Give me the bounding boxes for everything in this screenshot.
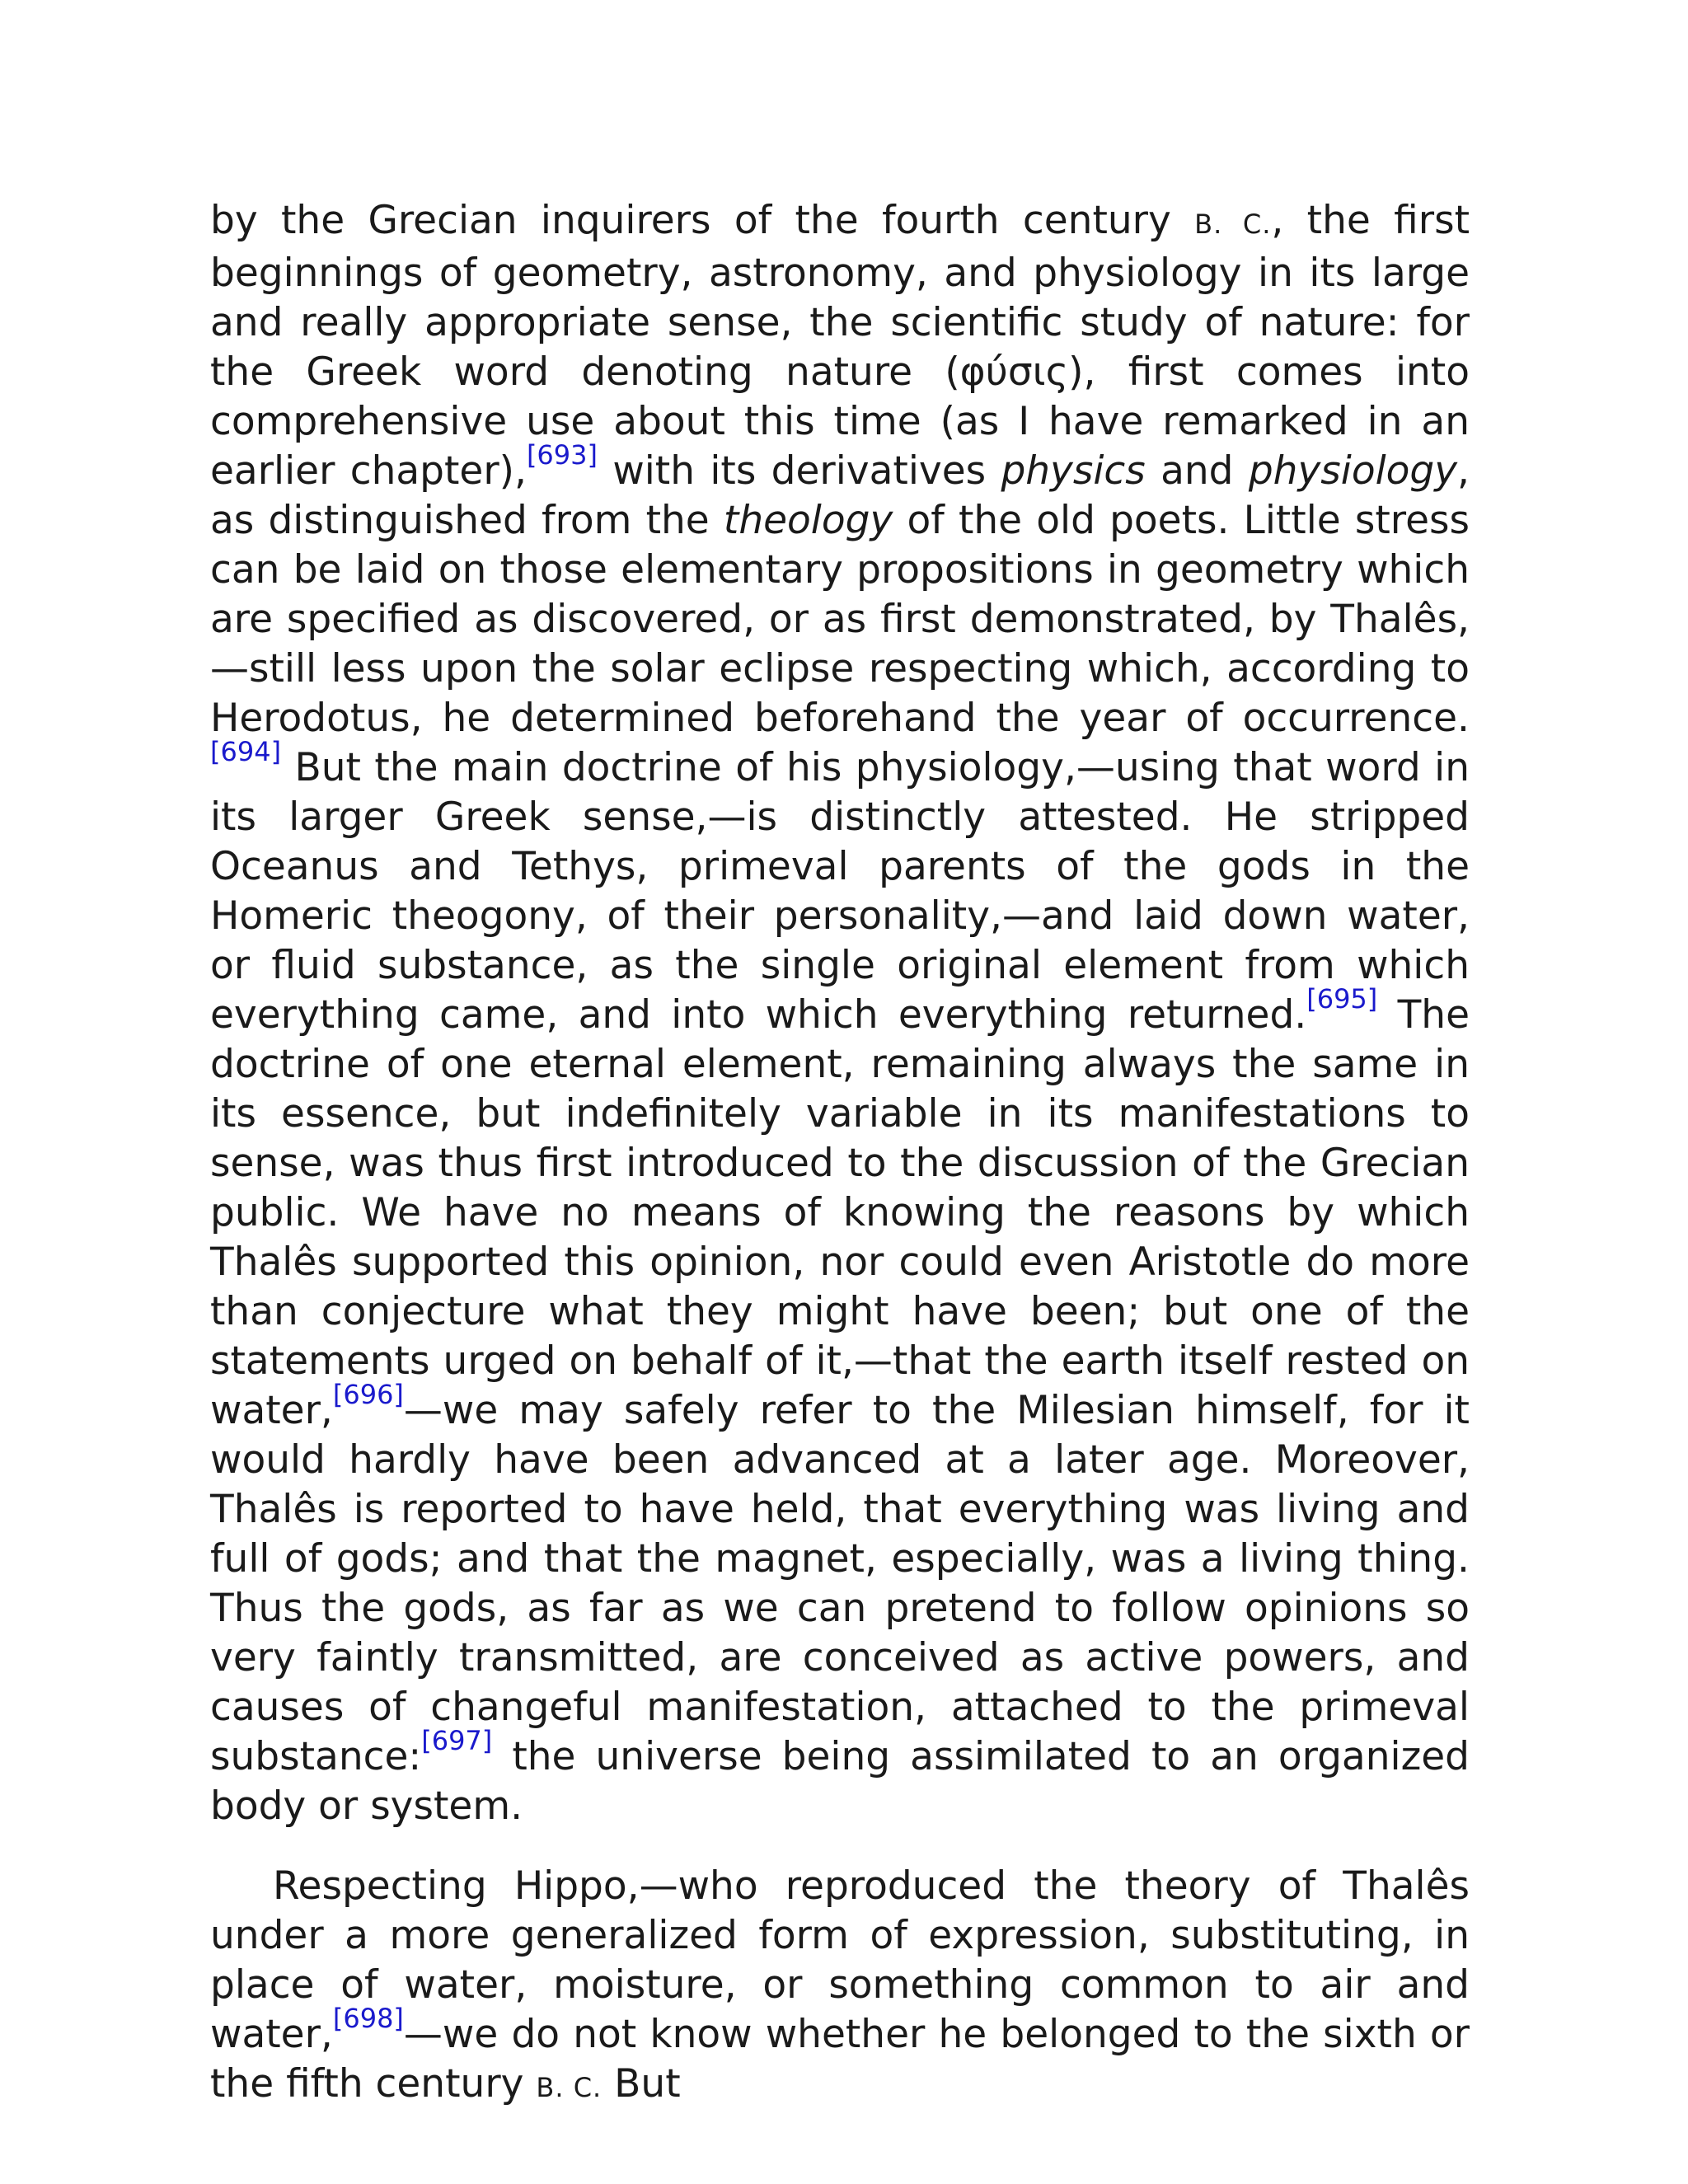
footnote-link-695[interactable]: [695] [1306, 983, 1378, 1015]
footnote-link-693[interactable]: [693] [526, 439, 598, 471]
page-body [210, 196, 1470, 2112]
italic-term-physics: physics [1001, 448, 1146, 494]
text-run: But [602, 2061, 681, 2107]
italic-term-theology: theology [723, 498, 893, 543]
text-run: by the Grecian inquirers of the fourth century [210, 198, 1195, 243]
text-run: , the first beginnings of geometry, astronomy, and physiology in its large and really appropriate sense, the scientific study of nature: for the Greek word denoting nature (φύσις), first comes into comprehensive use about this time (as I have remarked in an earlier chapter), [210, 198, 1470, 494]
text-run: But the main doctrine of his physiology,—using that word in its larger Greek sense,—is distinctly attested. He stripped Oceanus and Tethys, primeval parents of the gods in the Homeric theogony, of their personality,—and laid down water, or fluid substance, as the single original element from which everything came, and into which everything returned. [210, 745, 1470, 1038]
era-abbreviation: B. C. [536, 2072, 603, 2103]
text-run: with its derivatives [597, 448, 1001, 494]
text-run: , as distinguished from the [210, 448, 1470, 543]
footnote-link-696[interactable]: [696] [332, 1379, 404, 1410]
footnote-link-694[interactable]: [694] [210, 736, 282, 767]
text-run: Respecting Hippo,—who reproduced the theory of Thalês under a more generalized form of expression, substituting, in place of water, moisture, or something common to air and water, [210, 1863, 1470, 2057]
footnote-link-698[interactable]: [698] [332, 2003, 404, 2034]
footnote-link-697[interactable]: [697] [421, 1725, 493, 1756]
paragraph-hippo [210, 1862, 1470, 2112]
text-run: the universe being assimilated to an organized body or system. [210, 1734, 1470, 1829]
text-run: of the old poets. Little stress can be laid on those elementary propositions in geometry which are specified as discovered, or as first demonstrated, by Thalês,—still less upon the solar eclipse respecting which, according to Herodotus, he determined beforehand the year of occurrence. [210, 498, 1470, 741]
text-run: and [1145, 448, 1249, 494]
italic-term-physiology: physiology [1248, 448, 1458, 494]
text-run: —we may safely refer to the Milesian himself, for it would hardly have been advanced at a later age. Moreover, Thalês is reported to have held, that everything was living and full of gods; and that the magnet, especially, was a living thing. Thus the gods, as far as we can pretend to follow opinions so very faintly transmitted, are conceived as active powers, and causes of changeful manifestation, attached to the primeval substance: [210, 1388, 1470, 1779]
text-run: The doctrine of one eternal element, remaining always the same in its essence, but indefinitely variable in its manifestations to sense, was thus first introduced to the discussion of the Grecian public. We have no means of knowing the reasons by which Thalês supported this opinion, nor could even Aristotle do more than conjecture what they might have been; but one of the statements urged on behalf of it,—that the earth itself rested on water, [210, 992, 1470, 1433]
paragraph-thales [210, 196, 1470, 1831]
era-abbreviation: B. C. [1194, 209, 1272, 240]
text-run: —we do not know whether he belonged to the sixth or the fifth century [210, 2012, 1470, 2107]
